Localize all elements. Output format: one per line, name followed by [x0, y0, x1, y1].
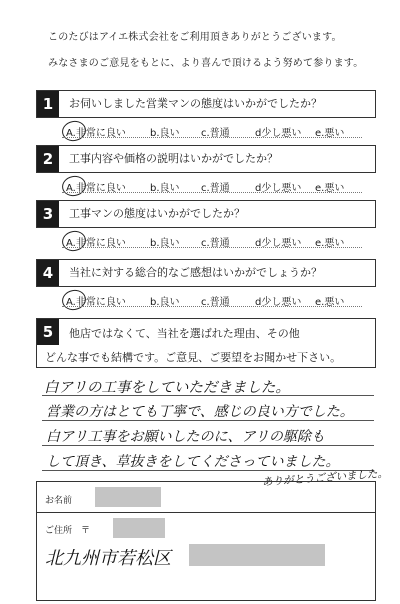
question-2 [36, 145, 376, 173]
option-b[interactable]: b.良い [150, 238, 180, 249]
address-label: ご住所 〒 [45, 526, 91, 536]
question-text-line-1: 他店ではなくて、当社を選ばれた理由、その他 [69, 327, 300, 340]
option-c[interactable]: c.普通 [201, 238, 230, 249]
option-d[interactable]: d少し悪い [255, 128, 302, 139]
selected-answer-circle [60, 229, 88, 254]
contact-form [36, 481, 376, 601]
question-3 [36, 200, 376, 228]
option-a[interactable]: A.非常に良い [66, 128, 126, 139]
question-number: 4 [37, 260, 59, 286]
dotted-rule [62, 192, 362, 193]
question-number: 2 [37, 146, 59, 172]
option-d[interactable]: d少し悪い [255, 183, 302, 194]
option-e[interactable]: e.悪い [315, 297, 345, 308]
question-text-line-2: どんな事でも結構です。ご意見、ご要望をお聞かせ下さい。 [45, 351, 342, 364]
intro-line-1: このたびはアイエ株式会社をご利用頂きありがとうございます。 [48, 32, 342, 43]
handwritten-comment-line-4: して頂き、草抜きをしてくださっていました。 [46, 454, 340, 470]
option-e[interactable]: e.悪い [315, 183, 345, 194]
question-5 [36, 318, 376, 368]
handwritten-comment-line-5: ありがとうございました。 [261, 467, 389, 489]
question-4 [36, 259, 376, 287]
question-number: 5 [37, 319, 59, 345]
option-d[interactable]: d少し悪い [255, 297, 302, 308]
question-text: お伺いしました営業マンの態度はいかがでしたか？ [69, 97, 322, 110]
handwritten-comment-line-3: 白アリ工事をお願いしたのに、アリの駆除も [46, 429, 325, 445]
question-text: 当社に対する総合的なご感想はいかがでしょうか？ [69, 266, 322, 279]
option-d[interactable]: d少し悪い [255, 238, 302, 249]
question-text: 工事内容や価格の説明はいかがでしたか？ [69, 152, 278, 165]
option-a[interactable]: A.非常に良い [66, 238, 126, 249]
selected-answer-circle [60, 288, 88, 313]
dotted-rule [62, 306, 362, 307]
question-1 [36, 90, 376, 118]
form-divider [37, 512, 375, 513]
dotted-rule [62, 137, 362, 138]
selected-answer-circle [60, 174, 88, 199]
option-a[interactable]: A.非常に良い [66, 183, 126, 194]
question-text: 工事マンの態度はいかがでしたか？ [69, 207, 245, 220]
option-c[interactable]: c.普通 [201, 183, 230, 194]
option-e[interactable]: e.悪い [315, 238, 345, 249]
redacted-postal-code [113, 518, 165, 538]
redacted-address [189, 544, 325, 566]
handwritten-address: 北九州市若松区 [45, 548, 171, 569]
option-e[interactable]: e.悪い [315, 128, 345, 139]
name-label: お名前 [45, 496, 73, 506]
option-c[interactable]: c.普通 [201, 297, 230, 308]
handwritten-comment-line-2: 営業の方はとても丁寧で、感じの良い方でした。 [46, 404, 354, 420]
redacted-name [95, 487, 161, 507]
option-b[interactable]: b.良い [150, 128, 180, 139]
option-b[interactable]: b.良い [150, 297, 180, 308]
option-a[interactable]: A.非常に良い [66, 297, 126, 308]
selected-answer-circle [60, 119, 88, 144]
dotted-rule [62, 247, 362, 248]
intro-line-2: みなさまのご意見をもとに、より喜んで頂けるよう努めて参ります。 [48, 58, 364, 69]
question-number: 3 [37, 201, 59, 227]
option-c[interactable]: c.普通 [201, 128, 230, 139]
option-b[interactable]: b.良い [150, 183, 180, 194]
question-number: 1 [37, 91, 59, 117]
handwritten-comment-line-1: 白アリの工事をしていただきました。 [44, 380, 290, 396]
